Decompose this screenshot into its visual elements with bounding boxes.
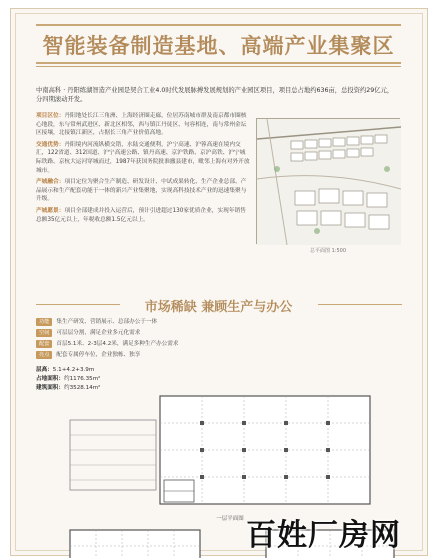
section-title: 市场稀缺 兼顾生产与办公 bbox=[144, 300, 293, 315]
intro-paragraph: 中南高科 · 丹阳练湖智造产业园是契合工业4.0时代发展脉搏发展规划的产业园区项目，项目总占地约636亩，总投资约29亿元，分四期滚动开发。 bbox=[36, 87, 394, 103]
paragraph-location bbox=[36, 112, 251, 138]
floor-plan-drawing bbox=[60, 524, 210, 558]
section-rule-right bbox=[318, 304, 402, 305]
site-watermark: 百姓厂房网 bbox=[246, 518, 401, 553]
feature-text: 可层层分割，满足企业多元化需求 bbox=[56, 330, 141, 336]
feature-tag: 空间 bbox=[36, 329, 52, 337]
paragraph-key: 项目区位： bbox=[36, 113, 65, 119]
site-plan-map bbox=[256, 118, 400, 244]
paragraph-key: 产城融合： bbox=[36, 179, 65, 186]
feature-item bbox=[36, 318, 366, 326]
project-description bbox=[36, 112, 251, 227]
spec-label: 层高： bbox=[36, 367, 53, 373]
title-bottom-rule-thin bbox=[36, 66, 401, 67]
feature-item bbox=[36, 351, 366, 359]
title-top-rule bbox=[36, 24, 401, 26]
spec-label: 占地面积： bbox=[36, 376, 64, 382]
main-title: 智能装备制造基地、高端产业集聚区 bbox=[42, 34, 395, 58]
paragraph-transport bbox=[36, 141, 251, 175]
paragraph-key: 交通优势： bbox=[36, 141, 65, 148]
paragraph-text: 丹阳地处长江三角洲、上海经济圈走廊，位居苏南城市群及南京都市圈核心地段，东与常州武进区、新北区相邻，西与镇江丹徒区、句容相连，南与常州金坛区接壤，北接镇江新区，占据长三角产业价值高地。 bbox=[36, 113, 247, 137]
feature-tag: 亮点 bbox=[36, 351, 52, 359]
spec-value: 5.1+4.2+3.9m bbox=[52, 367, 95, 373]
feature-list bbox=[36, 318, 366, 362]
site-plan-caption: 总平面图 1:500 bbox=[310, 248, 346, 254]
paragraph-key: 产城愿景： bbox=[36, 207, 65, 214]
feature-item bbox=[36, 329, 366, 337]
paragraph-integration bbox=[36, 178, 251, 204]
feature-tag: 功能 bbox=[36, 318, 52, 326]
paragraph-vision bbox=[36, 207, 251, 224]
floor-plan-level-2-left bbox=[60, 524, 210, 558]
spec-label: 建筑面积： bbox=[36, 385, 64, 391]
feature-item bbox=[36, 340, 366, 348]
floor-plan-drawing bbox=[60, 390, 380, 510]
floor-plan-caption: 一层平面图 bbox=[216, 516, 244, 522]
spec-value: 约1176.35m² bbox=[63, 376, 101, 382]
spec-land-area bbox=[36, 375, 186, 384]
floor-plan-level-1 bbox=[60, 390, 380, 510]
title-bottom-rule bbox=[36, 62, 401, 64]
feature-text: 首层5.1米、2-3层4.2米，满足多种生产办公需求 bbox=[56, 341, 179, 347]
paragraph-text: 项目全部建成并投入运营后，预计引进超过130家优质企业，实现年销售总额35亿元以上，年税收总额1.5亿元以上。 bbox=[36, 207, 246, 223]
paragraph-text: 项目定位为聚合生产制造、研发设计、中试成果转化、生产企业总部、产品展示和生产配套功能于一体的新兴产业集聚地，实现高科技技术产业的迅速集聚与升级。 bbox=[36, 179, 247, 203]
paragraph-text: 丹阳境内河流纵横交错，水陆交通便利，沪宁高速、沪蓉高速在境内交汇，122省道、312国道、沪宁高速公路、镇丹高速、京沪铁路、京沪高铁、沪宁城际铁路、京杭大运河穿城而过，1987年获国务院批准撤县建市，毗邻上海有对外开放城市。 bbox=[36, 141, 250, 174]
spec-value: 约3528.14m² bbox=[63, 385, 101, 391]
feature-tag: 配套 bbox=[36, 340, 52, 348]
building-specs bbox=[36, 366, 186, 393]
spec-floor-height bbox=[36, 366, 186, 375]
feature-text: 集生产研发、营销展示、总部办公于一体 bbox=[56, 319, 158, 325]
feature-text: 配套专属停车位，企业独栋、独享 bbox=[56, 352, 141, 358]
site-plan-drawing bbox=[257, 119, 401, 245]
